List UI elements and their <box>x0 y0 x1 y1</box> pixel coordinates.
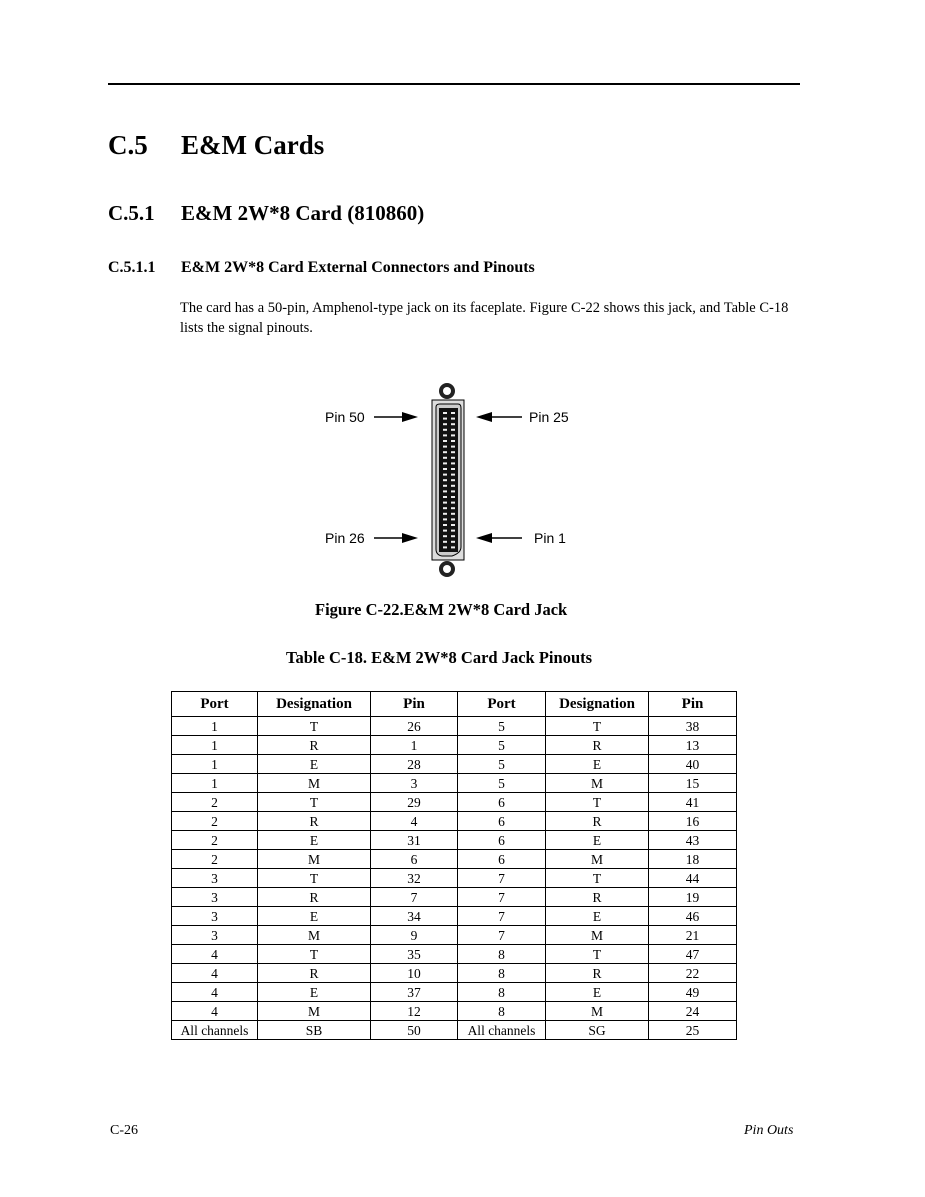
table-cell: 35 <box>371 945 458 964</box>
pin-contact <box>443 524 447 526</box>
screw-bottom-icon <box>439 561 455 577</box>
pin-contact <box>451 524 455 526</box>
table-cell: 18 <box>649 850 737 869</box>
table-cell: 29 <box>371 793 458 812</box>
pin-contact <box>443 485 447 487</box>
table-row <box>172 983 737 1002</box>
table-cell: 5 <box>458 755 546 774</box>
table-cell: All channels <box>458 1021 546 1040</box>
pin-contact <box>451 434 455 436</box>
table-cell: T <box>258 869 371 888</box>
pin-contact <box>443 513 447 515</box>
table-cell: M <box>546 1002 649 1021</box>
pin-contact <box>443 451 447 453</box>
table-row <box>172 717 737 736</box>
pin-contact <box>443 446 447 448</box>
table-cell: 5 <box>458 774 546 793</box>
header-rule <box>108 83 800 85</box>
table-cell: 10 <box>371 964 458 983</box>
table-cell: E <box>546 831 649 850</box>
table-cell: 24 <box>649 1002 737 1021</box>
column-header: Port <box>172 692 258 717</box>
table-cell: E <box>258 831 371 850</box>
table-cell: 32 <box>371 869 458 888</box>
arrow-pin25-icon <box>476 412 522 422</box>
table-cell: 8 <box>458 945 546 964</box>
table-row <box>172 945 737 964</box>
pin-contact <box>443 462 447 464</box>
label-pin1: Pin 1 <box>534 530 566 546</box>
table-cell: 2 <box>172 812 258 831</box>
pin-contact <box>451 518 455 520</box>
pin-contact <box>451 496 455 498</box>
table-cell: 7 <box>458 907 546 926</box>
pin-contact <box>443 457 447 459</box>
table-cell: M <box>258 850 371 869</box>
pin-contact <box>451 462 455 464</box>
table-cell: 1 <box>172 755 258 774</box>
table-cell: R <box>258 812 371 831</box>
pin-contact <box>451 530 455 532</box>
table-row <box>172 736 737 755</box>
table-cell: R <box>546 812 649 831</box>
column-header: Designation <box>546 692 649 717</box>
pin-contact <box>451 490 455 492</box>
pin-contact <box>443 412 447 414</box>
table-row <box>172 888 737 907</box>
table-cell: R <box>258 888 371 907</box>
arrow-pin1-icon <box>476 533 522 543</box>
table-cell: M <box>258 926 371 945</box>
table-cell: 4 <box>172 1002 258 1021</box>
table-row <box>172 850 737 869</box>
label-pin50: Pin 50 <box>325 409 365 425</box>
table-row <box>172 774 737 793</box>
table-cell: 21 <box>649 926 737 945</box>
pin-contact <box>443 546 447 548</box>
table-cell: 2 <box>172 793 258 812</box>
table-cell: 15 <box>649 774 737 793</box>
table-cell: 3 <box>172 907 258 926</box>
table-cell: 6 <box>458 850 546 869</box>
table-cell: 26 <box>371 717 458 736</box>
table-row <box>172 812 737 831</box>
subsubsection-title: E&M 2W*8 Card External Connectors and Pinouts <box>181 259 535 276</box>
pin-contact <box>451 451 455 453</box>
table-cell: 28 <box>371 755 458 774</box>
table-cell: 3 <box>172 888 258 907</box>
table-cell: 7 <box>458 888 546 907</box>
pin-contact <box>451 440 455 442</box>
table-cell: 25 <box>649 1021 737 1040</box>
table-cell: 34 <box>371 907 458 926</box>
table-row <box>172 869 737 888</box>
pin-contact <box>451 474 455 476</box>
table-cell: 13 <box>649 736 737 755</box>
body-paragraph: The card has a 50-pin, Amphenol-type jack on its faceplate. Figure C-22 shows this jack, and Table C-18 lists the signal pinouts. <box>180 300 789 336</box>
table-cell: 3 <box>371 774 458 793</box>
table-cell: M <box>546 774 649 793</box>
pin-contact <box>443 535 447 537</box>
table-cell: 7 <box>371 888 458 907</box>
table-cell: E <box>546 983 649 1002</box>
table-cell: R <box>546 888 649 907</box>
table-cell: 1 <box>172 717 258 736</box>
table-cell: 46 <box>649 907 737 926</box>
table-cell: 47 <box>649 945 737 964</box>
pin-contact <box>443 429 447 431</box>
table-cell: 3 <box>172 869 258 888</box>
pin-contact <box>451 546 455 548</box>
table-cell: 4 <box>371 812 458 831</box>
screw-top-icon <box>439 383 455 399</box>
table-cell: 4 <box>172 964 258 983</box>
pin-contact <box>443 507 447 509</box>
pin-contact <box>451 479 455 481</box>
table-cell: T <box>258 793 371 812</box>
table-cell: E <box>258 983 371 1002</box>
pinout-table <box>171 691 737 1040</box>
pin-contact <box>443 423 447 425</box>
table-cell: SB <box>258 1021 371 1040</box>
table-cell: T <box>546 793 649 812</box>
pin-contact <box>451 446 455 448</box>
column-header: Designation <box>258 692 371 717</box>
pin-contact <box>443 468 447 470</box>
table-row <box>172 1002 737 1021</box>
table-cell: 1 <box>371 736 458 755</box>
pin-contact <box>451 412 455 414</box>
table-cell: 6 <box>458 812 546 831</box>
table-cell: 8 <box>458 1002 546 1021</box>
column-header: Pin <box>649 692 737 717</box>
pin-contact <box>451 468 455 470</box>
table-cell: 49 <box>649 983 737 1002</box>
table-cell: 2 <box>172 831 258 850</box>
table-cell: 2 <box>172 850 258 869</box>
figure-caption: Figure C-22.E&M 2W*8 Card Jack <box>315 600 568 619</box>
table-cell: T <box>546 869 649 888</box>
table-row <box>172 926 737 945</box>
table-cell: R <box>258 964 371 983</box>
pin-contact <box>451 457 455 459</box>
pin-contact <box>451 502 455 504</box>
pin-contact <box>443 474 447 476</box>
table-row <box>172 1021 737 1040</box>
table-cell: T <box>258 717 371 736</box>
page-number: C-26 <box>110 1123 138 1138</box>
pin-contact <box>451 513 455 515</box>
table-cell: 31 <box>371 831 458 850</box>
table-cell: M <box>258 774 371 793</box>
chapter-name: Pin Outs <box>744 1123 794 1138</box>
pin-contact <box>451 423 455 425</box>
table-cell: 44 <box>649 869 737 888</box>
pin-contact <box>451 535 455 537</box>
section-title: E&M Cards <box>181 130 325 160</box>
table-row <box>172 755 737 774</box>
table-cell: 8 <box>458 964 546 983</box>
table-cell: E <box>546 907 649 926</box>
table-row <box>172 964 737 983</box>
table-cell: M <box>546 926 649 945</box>
pin-contact <box>443 530 447 532</box>
pin-contact <box>443 440 447 442</box>
table-cell: M <box>546 850 649 869</box>
table-cell: 6 <box>371 850 458 869</box>
column-header: Port <box>458 692 546 717</box>
table-cell: 8 <box>458 983 546 1002</box>
table-cell: 43 <box>649 831 737 850</box>
subsection-title: E&M 2W*8 Card (810860) <box>181 201 425 225</box>
pin-contact <box>451 485 455 487</box>
table-cell: E <box>546 755 649 774</box>
label-pin26: Pin 26 <box>325 530 365 546</box>
table-row <box>172 907 737 926</box>
arrow-pin26-icon <box>374 533 418 543</box>
pin-contact <box>443 541 447 543</box>
table-cell: M <box>258 1002 371 1021</box>
table-cell: E <box>258 907 371 926</box>
subsubsection-number: C.5.1.1 <box>108 259 156 276</box>
table-cell: 6 <box>458 793 546 812</box>
table-caption: Table C-18. E&M 2W*8 Card Jack Pinouts <box>286 648 593 667</box>
pin-contact <box>443 490 447 492</box>
table-cell: 7 <box>458 926 546 945</box>
table-cell: E <box>258 755 371 774</box>
table-cell: 16 <box>649 812 737 831</box>
table-cell: 1 <box>172 774 258 793</box>
table-cell: T <box>546 717 649 736</box>
table-cell: 5 <box>458 717 546 736</box>
table-cell: 50 <box>371 1021 458 1040</box>
pin-contact <box>443 434 447 436</box>
section-number: C.5 <box>108 130 148 160</box>
column-header: Pin <box>371 692 458 717</box>
table-row <box>172 793 737 812</box>
table-cell: 6 <box>458 831 546 850</box>
subsection-number: C.5.1 <box>108 201 155 225</box>
table-cell: SG <box>546 1021 649 1040</box>
pin-contact <box>451 507 455 509</box>
label-pin25: Pin 25 <box>529 409 569 425</box>
pin-contact <box>443 418 447 420</box>
arrow-pin50-icon <box>374 412 418 422</box>
table-cell: 19 <box>649 888 737 907</box>
table-cell: 37 <box>371 983 458 1002</box>
table-cell: 41 <box>649 793 737 812</box>
pin-contact <box>443 502 447 504</box>
table-cell: 12 <box>371 1002 458 1021</box>
connector-diagram <box>360 375 560 585</box>
pin-contact <box>443 496 447 498</box>
table-cell: T <box>258 945 371 964</box>
pin-contact <box>443 479 447 481</box>
table-cell: All channels <box>172 1021 258 1040</box>
table-cell: 38 <box>649 717 737 736</box>
table-cell: 40 <box>649 755 737 774</box>
table-cell: 9 <box>371 926 458 945</box>
table-cell: R <box>546 964 649 983</box>
table-cell: 4 <box>172 983 258 1002</box>
table-cell: R <box>546 736 649 755</box>
pin-contact <box>443 518 447 520</box>
pin-contact <box>451 541 455 543</box>
pin-contact <box>451 429 455 431</box>
table-cell: T <box>546 945 649 964</box>
table-cell: 22 <box>649 964 737 983</box>
table-cell: R <box>258 736 371 755</box>
table-cell: 7 <box>458 869 546 888</box>
table-cell: 5 <box>458 736 546 755</box>
table-cell: 1 <box>172 736 258 755</box>
table-row <box>172 831 737 850</box>
table-cell: 3 <box>172 926 258 945</box>
pin-contact <box>451 418 455 420</box>
table-cell: 4 <box>172 945 258 964</box>
